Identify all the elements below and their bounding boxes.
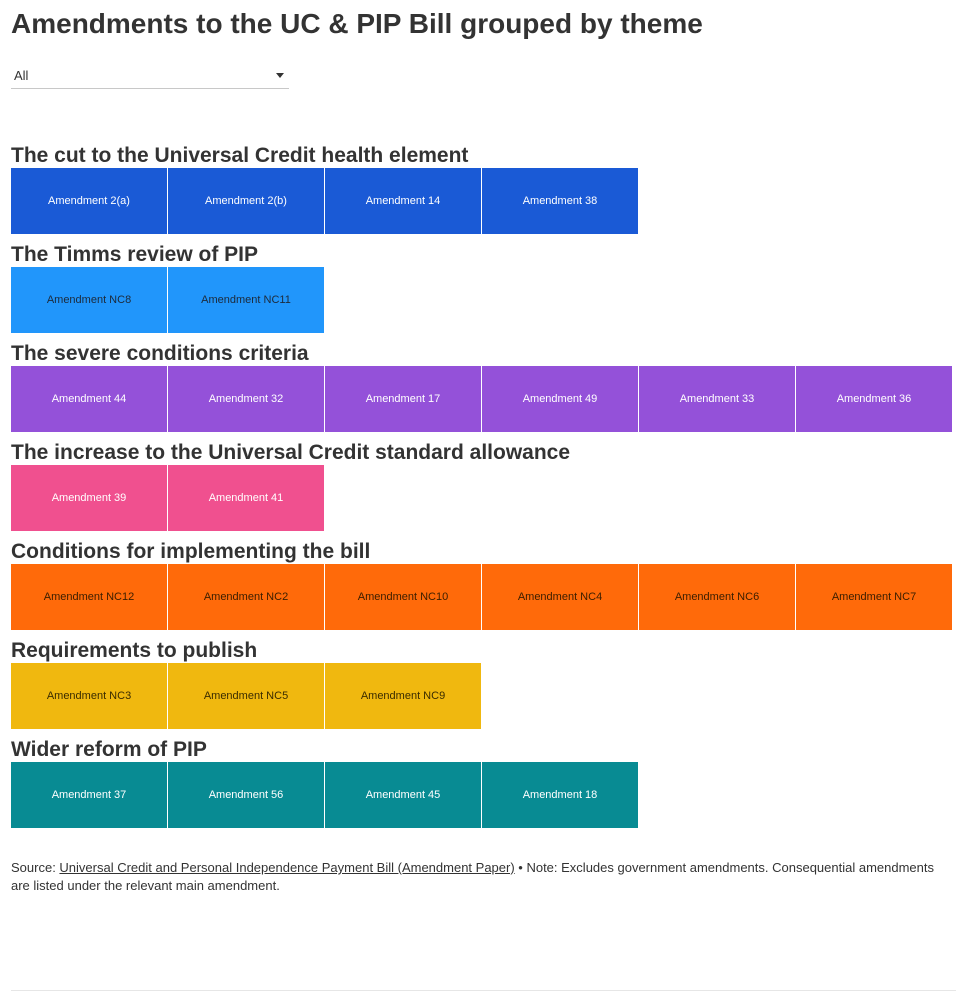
amendment-row <box>11 564 952 630</box>
amendment-box[interactable]: Amendment 44 <box>11 366 167 432</box>
amendment-box[interactable]: Amendment NC12 <box>11 564 167 630</box>
amendment-row <box>11 762 638 828</box>
theme-filter-dropdown[interactable] <box>11 64 289 89</box>
amendment-box[interactable]: Amendment 45 <box>325 762 481 828</box>
amendment-box[interactable]: Amendment NC5 <box>168 663 324 729</box>
amendment-row <box>11 168 638 234</box>
amendment-row <box>11 465 324 531</box>
chevron-down-icon <box>276 73 284 78</box>
amendment-box[interactable]: Amendment NC10 <box>325 564 481 630</box>
amendment-box[interactable]: Amendment NC8 <box>11 267 167 333</box>
amendment-row <box>11 267 324 333</box>
amendment-box[interactable]: Amendment 33 <box>639 366 795 432</box>
theme-title: Wider reform of PIP <box>11 738 207 761</box>
theme-group <box>11 539 954 638</box>
theme-group <box>11 440 954 539</box>
footnote-note: • Note: Excludes government amendments. Consequential amendments are listed under the relevant main amendment. <box>11 860 935 893</box>
footnote <box>11 859 951 895</box>
amendment-box[interactable]: Amendment 37 <box>11 762 167 828</box>
amendment-groups <box>11 143 954 836</box>
amendment-box[interactable]: Amendment 2(a) <box>11 168 167 234</box>
amendment-box[interactable]: Amendment 49 <box>482 366 638 432</box>
amendment-box[interactable]: Amendment 36 <box>796 366 952 432</box>
amendment-box[interactable]: Amendment 32 <box>168 366 324 432</box>
amendment-box[interactable]: Amendment NC2 <box>168 564 324 630</box>
theme-title: The cut to the Universal Credit health element <box>11 144 469 167</box>
amendment-box[interactable]: Amendment NC7 <box>796 564 952 630</box>
theme-title: The Timms review of PIP <box>11 243 259 266</box>
theme-title: The severe conditions criteria <box>11 342 309 365</box>
amendment-box[interactable]: Amendment 17 <box>325 366 481 432</box>
theme-group <box>11 242 954 341</box>
source-link[interactable]: Universal Credit and Personal Independence Payment Bill (Amendment Paper) <box>59 860 515 875</box>
theme-filter-value: All <box>14 68 29 83</box>
amendment-box[interactable]: Amendment 18 <box>482 762 638 828</box>
theme-title: Conditions for implementing the bill <box>11 540 371 563</box>
amendment-box[interactable]: Amendment 38 <box>482 168 638 234</box>
amendment-box[interactable]: Amendment NC11 <box>168 267 324 333</box>
amendment-box[interactable]: Amendment NC9 <box>325 663 481 729</box>
source-label: Source: <box>11 860 60 875</box>
theme-group <box>11 737 954 836</box>
amendment-box[interactable]: Amendment NC4 <box>482 564 638 630</box>
divider <box>11 990 956 991</box>
amendment-box[interactable]: Amendment 41 <box>168 465 324 531</box>
theme-title: Requirements to publish <box>11 639 258 662</box>
theme-title: The increase to the Universal Credit standard allowance <box>11 441 571 464</box>
amendment-box[interactable]: Amendment NC3 <box>11 663 167 729</box>
amendment-box[interactable]: Amendment 56 <box>168 762 324 828</box>
amendment-box[interactable]: Amendment 14 <box>325 168 481 234</box>
amendment-row <box>11 663 481 729</box>
theme-group <box>11 143 954 242</box>
chart-title: Amendments to the UC & PIP Bill grouped by theme <box>11 8 703 39</box>
amendment-box[interactable]: Amendment 39 <box>11 465 167 531</box>
theme-group <box>11 341 954 440</box>
theme-group <box>11 638 954 737</box>
amendment-box[interactable]: Amendment 2(b) <box>168 168 324 234</box>
amendment-box[interactable]: Amendment NC6 <box>639 564 795 630</box>
amendment-row <box>11 366 952 432</box>
